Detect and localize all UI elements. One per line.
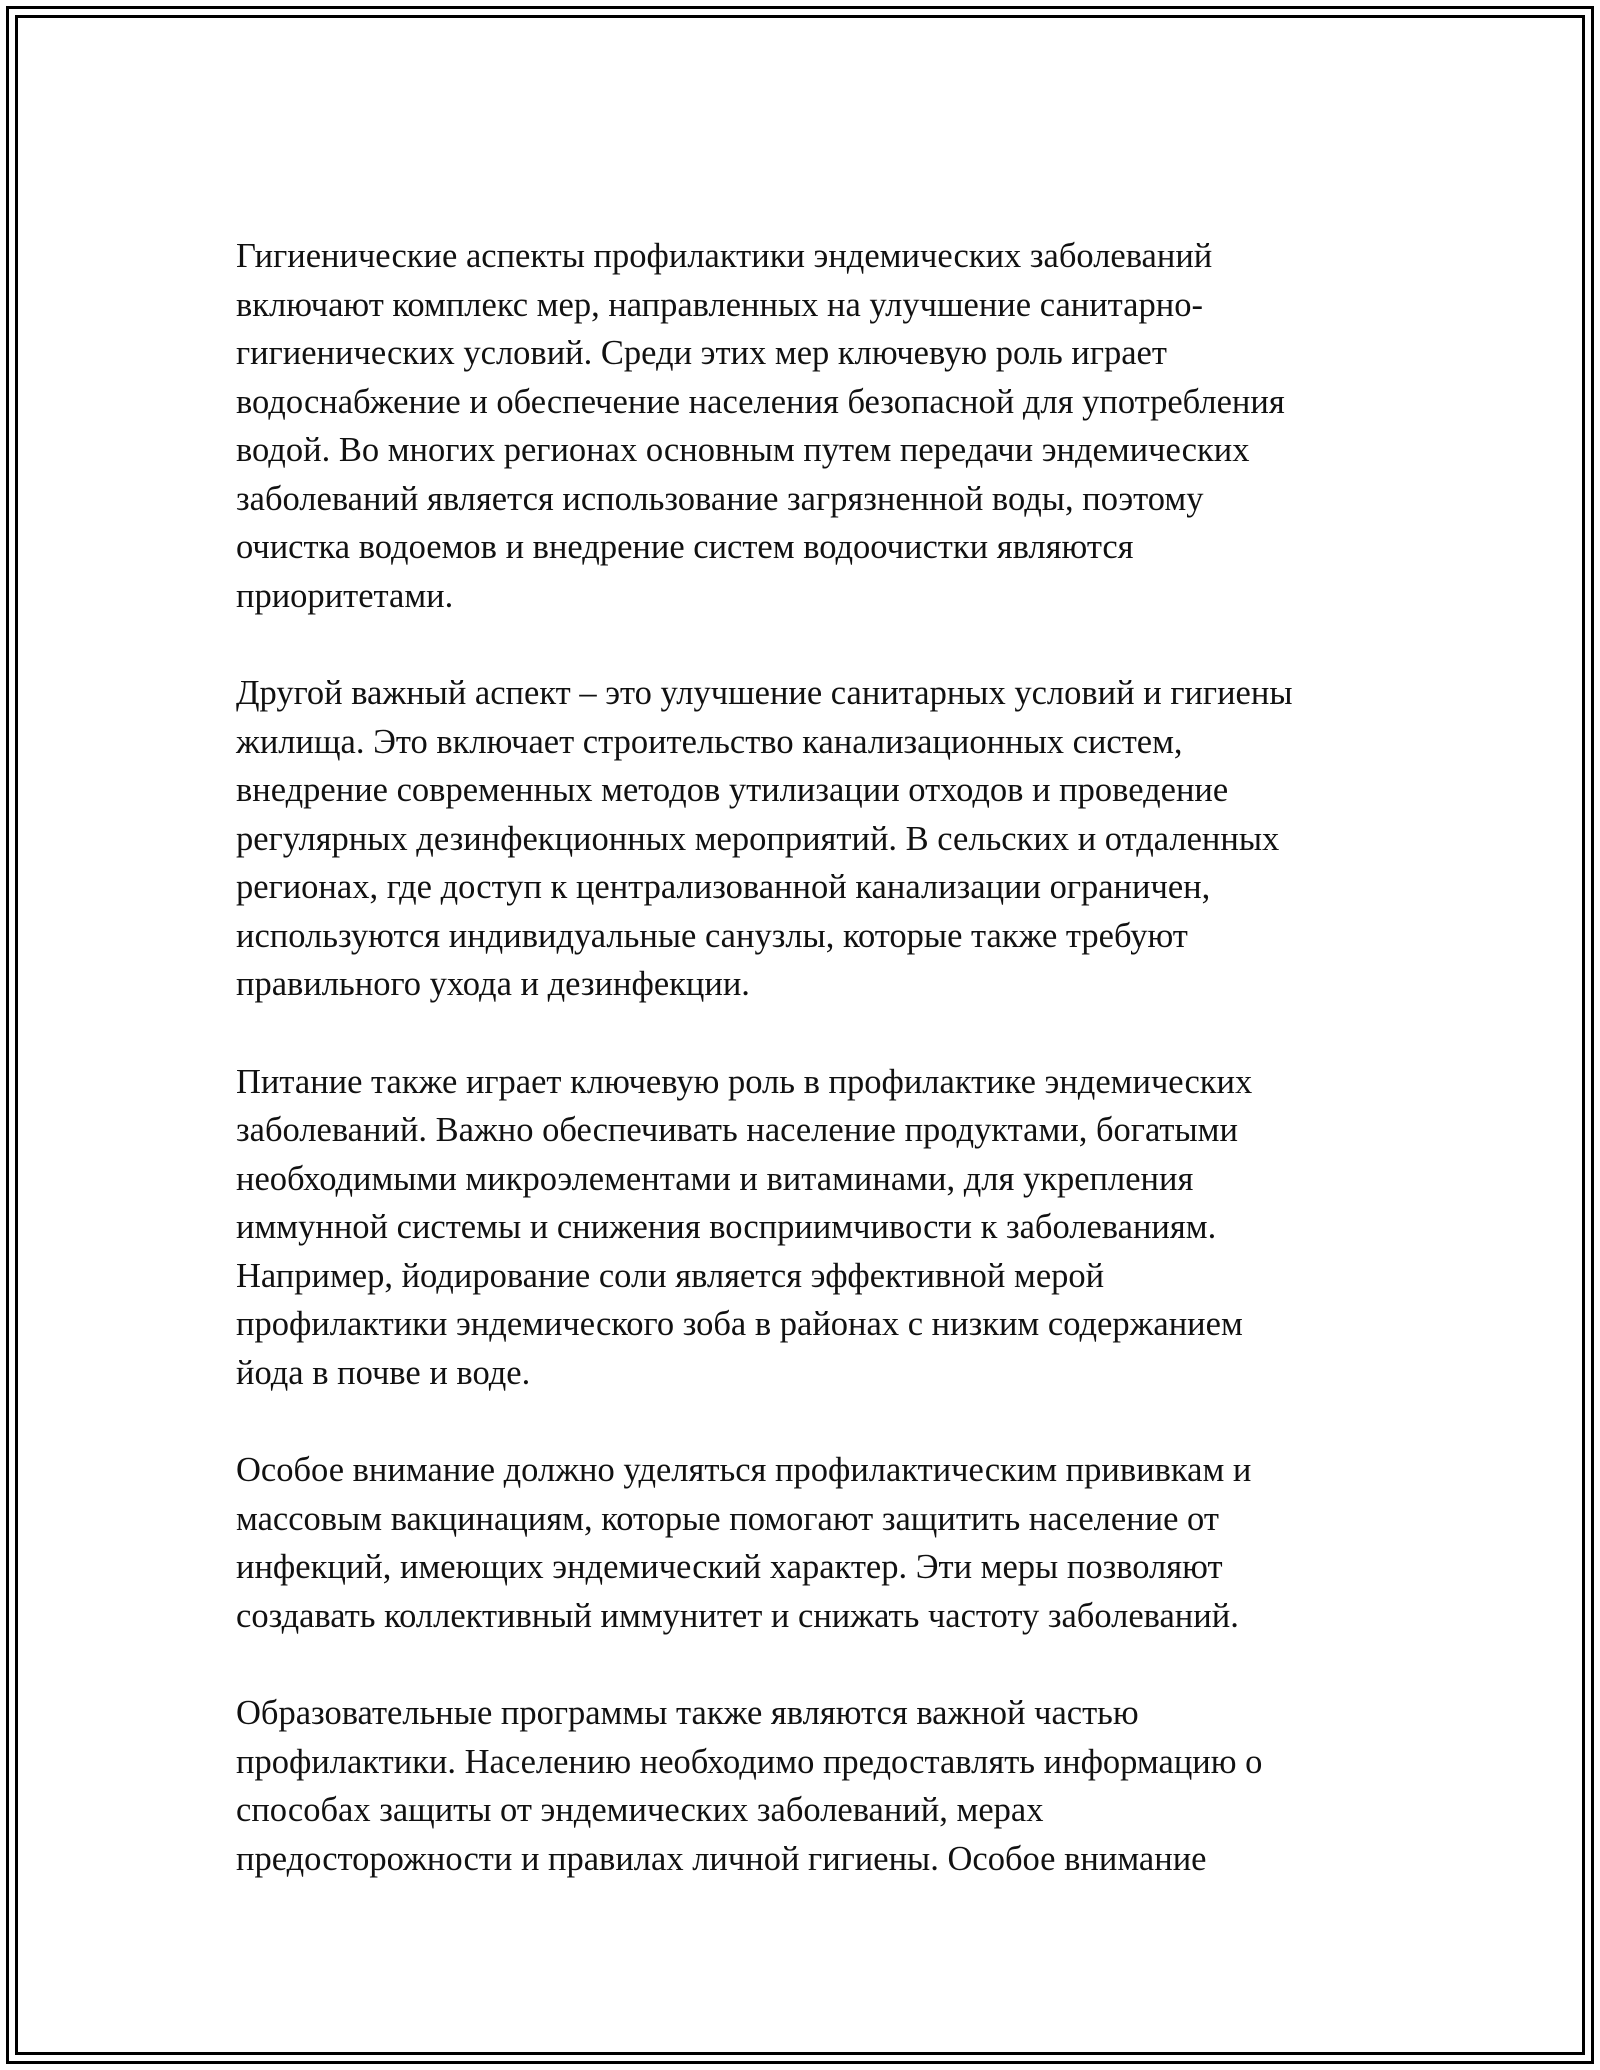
text-line: Образовательные программы также являются важной частью — [236, 1694, 1139, 1732]
paragraph-nutrition — [236, 1058, 1376, 1398]
text-line: заболеваний. Важно обеспечивать население продуктами, богатыми — [236, 1111, 1238, 1149]
text-line: внедрение современных методов утилизации отходов и проведение — [236, 771, 1229, 809]
text-line: Например, йодирование соли является эффективной мерой — [236, 1256, 1105, 1295]
text-line: регулярных дезинфекционных мероприятий. В сельских и отдаленных — [236, 819, 1280, 858]
paragraph-vaccination — [236, 1446, 1376, 1640]
text-line: предосторожности и правилах личной гигиены. Особое внимание — [236, 1839, 1207, 1878]
text-line: профилактики. Населению необходимо предоставлять информацию о — [236, 1742, 1263, 1781]
text-line: водой. Во многих регионах основным путем передачи эндемических — [236, 431, 1250, 469]
paragraph-sanitation — [236, 669, 1376, 1009]
text-line: используются индивидуальные санузлы, которые также требуют — [236, 916, 1188, 955]
text-line: Особое внимание должно уделяться профилактическим прививкам и — [236, 1451, 1252, 1489]
text-line: создавать коллективный иммунитет и снижать частоту заболеваний. — [236, 1596, 1239, 1635]
text-line: йода в почве и воде. — [236, 1353, 531, 1392]
document-body — [236, 232, 1376, 1932]
text-line: Другой важный аспект – это улучшение санитарных условий и гигиены — [236, 674, 1293, 712]
text-line: Гигиенические аспекты профилактики эндемических заболеваний — [236, 237, 1213, 275]
text-line: правильного ухода и дезинфекции. — [236, 965, 750, 1003]
text-line: гигиенических условий. Среди этих мер ключевую роль играет — [236, 334, 1167, 372]
text-line: очистка водоемов и внедрение систем водоочистки являются — [236, 528, 1134, 566]
text-line: необходимыми микроэлементами и витаминами, для укрепления — [236, 1159, 1194, 1198]
paragraph-education — [236, 1689, 1376, 1883]
text-line: Питание также играет ключевую роль в профилактике эндемических — [236, 1062, 1253, 1101]
paragraph-water-supply — [236, 232, 1376, 620]
text-line: регионах, где доступ к централизованной канализации ограничен, — [236, 868, 1211, 906]
text-line: жилища. Это включает строительство канализационных систем, — [236, 722, 1183, 761]
text-line: водоснабжение и обеспечение населения безопасной для употребления — [236, 382, 1285, 421]
text-line: инфекций, имеющих эндемический характер. Эти меры позволяют — [236, 1548, 1223, 1586]
text-line: приоритетами. — [236, 576, 454, 615]
text-line: профилактики эндемического зоба в районах с низким содержанием — [236, 1305, 1243, 1343]
text-line: иммунной системы и снижения восприимчивости к заболеваниям. — [236, 1208, 1217, 1246]
text-line: заболеваний является использование загрязненной воды, поэтому — [236, 479, 1204, 518]
text-line: массовым вакцинациям, которые помогают защитить население от — [236, 1499, 1219, 1538]
text-line: включают комплекс мер, направленных на улучшение санитарно- — [236, 285, 1203, 324]
text-line: способах защиты от эндемических заболеваний, мерах — [236, 1791, 1044, 1829]
